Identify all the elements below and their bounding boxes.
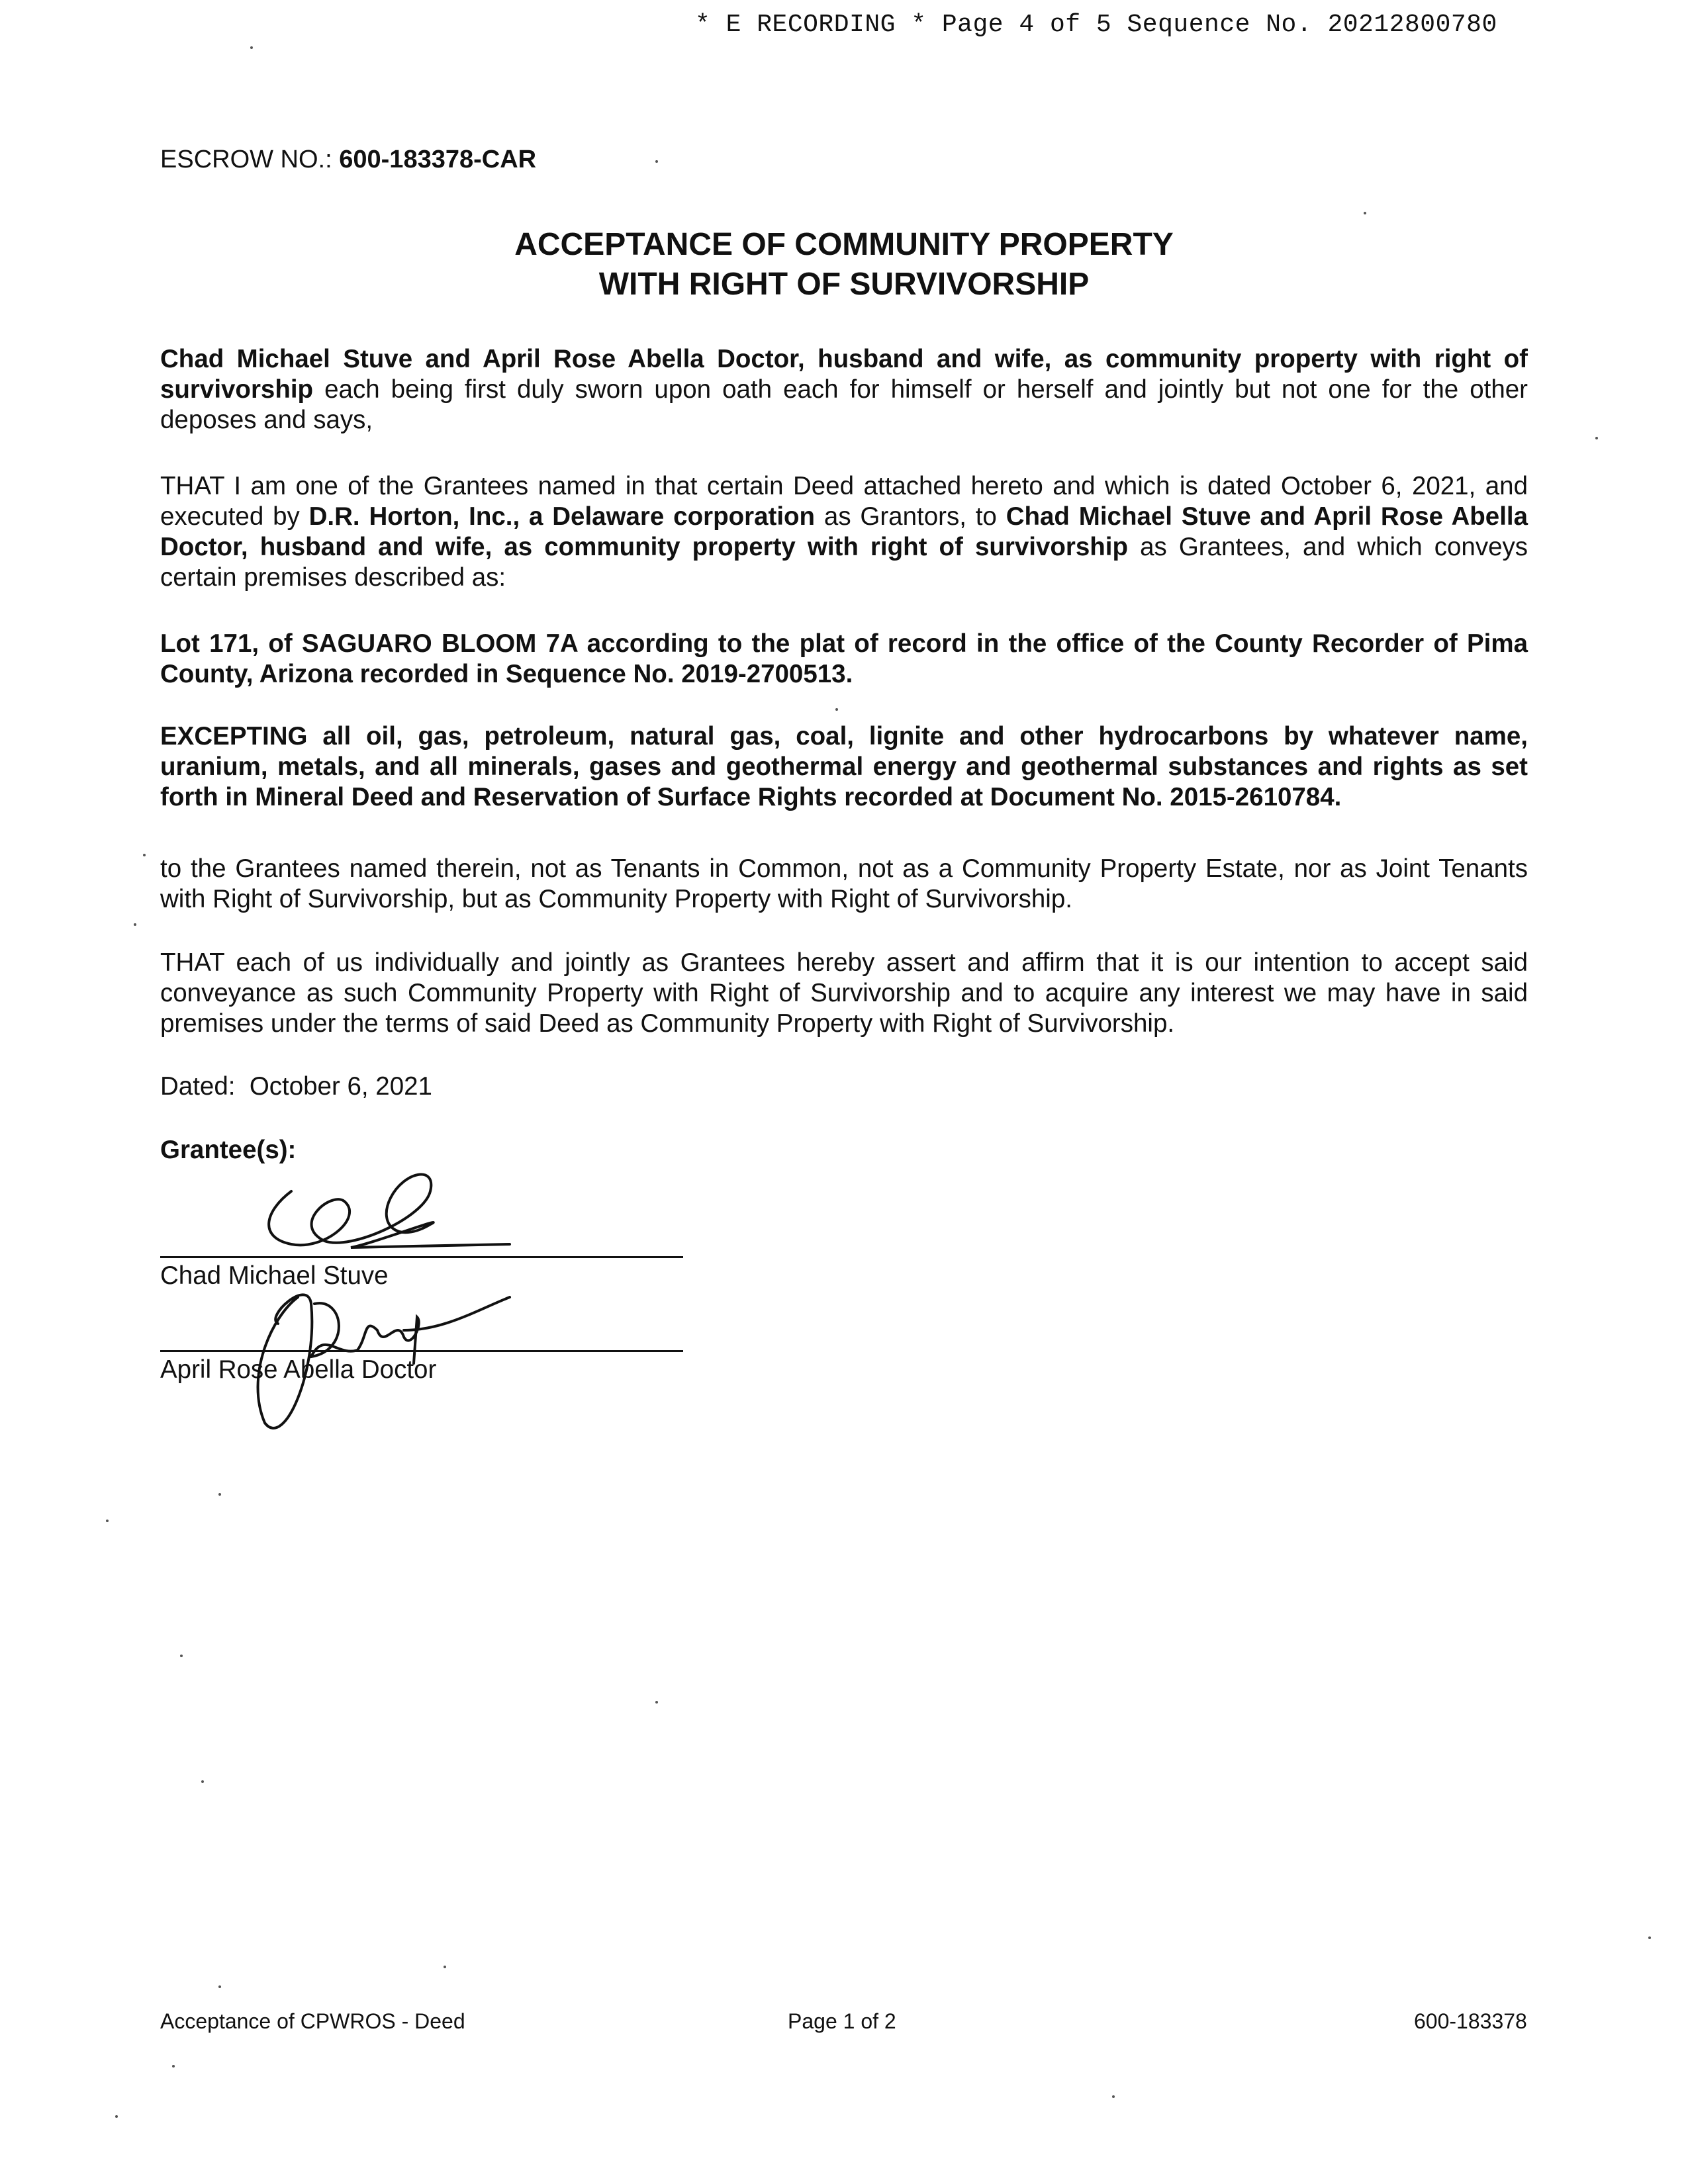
scan-speck <box>180 1655 183 1657</box>
scan-speck <box>250 46 253 49</box>
scan-speck <box>201 1780 204 1783</box>
oath-text: each being first duly sworn upon oath each for himself or herself and jointly but not one for the other deposes and says, <box>160 375 1528 434</box>
footer-page-number: Page 1 of 2 <box>788 2009 896 2033</box>
deed-paragraph <box>160 471 1528 593</box>
grantees-label: Grantee(s): <box>160 1136 297 1164</box>
tenancy-paragraph: to the Grantees named therein, not as Tenants in Common, not as a Community Property Estate, nor as Joint Tenants with Right of Survivorship, but as Community Property with Right of Survivorship. <box>160 854 1528 913</box>
scan-speck <box>655 160 658 163</box>
footer-document-name: Acceptance of CPWROS - Deed <box>160 2009 465 2033</box>
scan-speck <box>1595 437 1598 439</box>
scan-speck <box>835 708 838 711</box>
signer-1-name: Chad Michael Stuve <box>160 1261 389 1290</box>
escrow-value: 600-183378-CAR <box>339 146 537 173</box>
document-title <box>0 225 1688 304</box>
recording-stamp: * E RECORDING * Page 4 of 5 Sequence No. 20212800780 <box>695 11 1497 39</box>
title-line-2: WITH RIGHT OF SURVIVORSHIP <box>598 267 1090 302</box>
scan-speck <box>218 1493 221 1496</box>
scan-speck <box>1648 1936 1651 1939</box>
deed-text-b: as Grantors, to <box>815 502 1006 531</box>
dated-value: October 6, 2021 <box>249 1072 432 1101</box>
scan-speck <box>143 854 146 856</box>
mineral-exception: EXCEPTING all oil, gas, petroleum, natural gas, coal, lignite and other hydrocarbons by whatever name, uranium, metals, and all minerals, gases and geothermal energy and geothermal substances and rights as set forth in Mineral Deed and Reservation of Surface Rights recorded at Document No. 2015-2610784. <box>160 722 1528 811</box>
scan-speck <box>172 2065 175 2068</box>
grantee-names: Chad Michael Stuve and April Rose Abella Doctor, husband and wife, as community property with right of survivorship <box>160 502 1528 561</box>
deed-text-a: THAT I am one of the Grantees named in that certain Deed attached hereto and which is dated October 6, 2021, and executed by <box>160 472 1528 531</box>
affirmation-paragraph: THAT each of us individually and jointly as Grantees hereby assert and affirm that it is our intention to accept said conveyance as such Community Property with Right of Survivorship and to acquire any interest we may have in said premises under the terms of said Deed as Community Property with Right of Survivorship. <box>160 948 1528 1038</box>
signature-1-icon <box>252 1152 530 1257</box>
escrow-number <box>160 146 536 174</box>
escrow-label: ESCROW NO.: <box>160 146 332 173</box>
deed-text-c: as Grantees, and which conveys certain premises described as: <box>160 533 1528 592</box>
oath-paragraph <box>160 344 1528 435</box>
scan-speck <box>1112 2095 1115 2098</box>
title-line-1: ACCEPTANCE OF COMMUNITY PROPERTY <box>514 227 1174 262</box>
scan-speck <box>1364 212 1366 214</box>
dated-label: Dated: <box>160 1072 236 1101</box>
scan-speck <box>444 1966 446 1968</box>
legal-description: Lot 171, of SAGUARO BLOOM 7A according to the plat of record in the office of the County Recorder of Pima County, Arizona recorded in Sequence No. 2019-2700513. <box>160 629 1528 688</box>
scan-speck <box>134 923 136 926</box>
footer-file-number: 600-183378 <box>1414 2009 1527 2033</box>
scan-speck <box>106 1520 109 1522</box>
signature-line-2 <box>160 1350 683 1352</box>
grantees-names: Chad Michael Stuve and April Rose Abella Doctor, husband and wife, as community property with right of survivorship <box>160 345 1528 404</box>
signer-2-name: April Rose Abella Doctor <box>160 1355 437 1384</box>
scan-speck <box>655 1701 658 1704</box>
dated-line <box>160 1072 432 1101</box>
signature-line-1 <box>160 1256 683 1258</box>
grantor-name: D.R. Horton, Inc., a Delaware corporation <box>308 502 816 531</box>
scan-speck <box>115 2115 118 2118</box>
scan-speck <box>218 1985 221 1988</box>
